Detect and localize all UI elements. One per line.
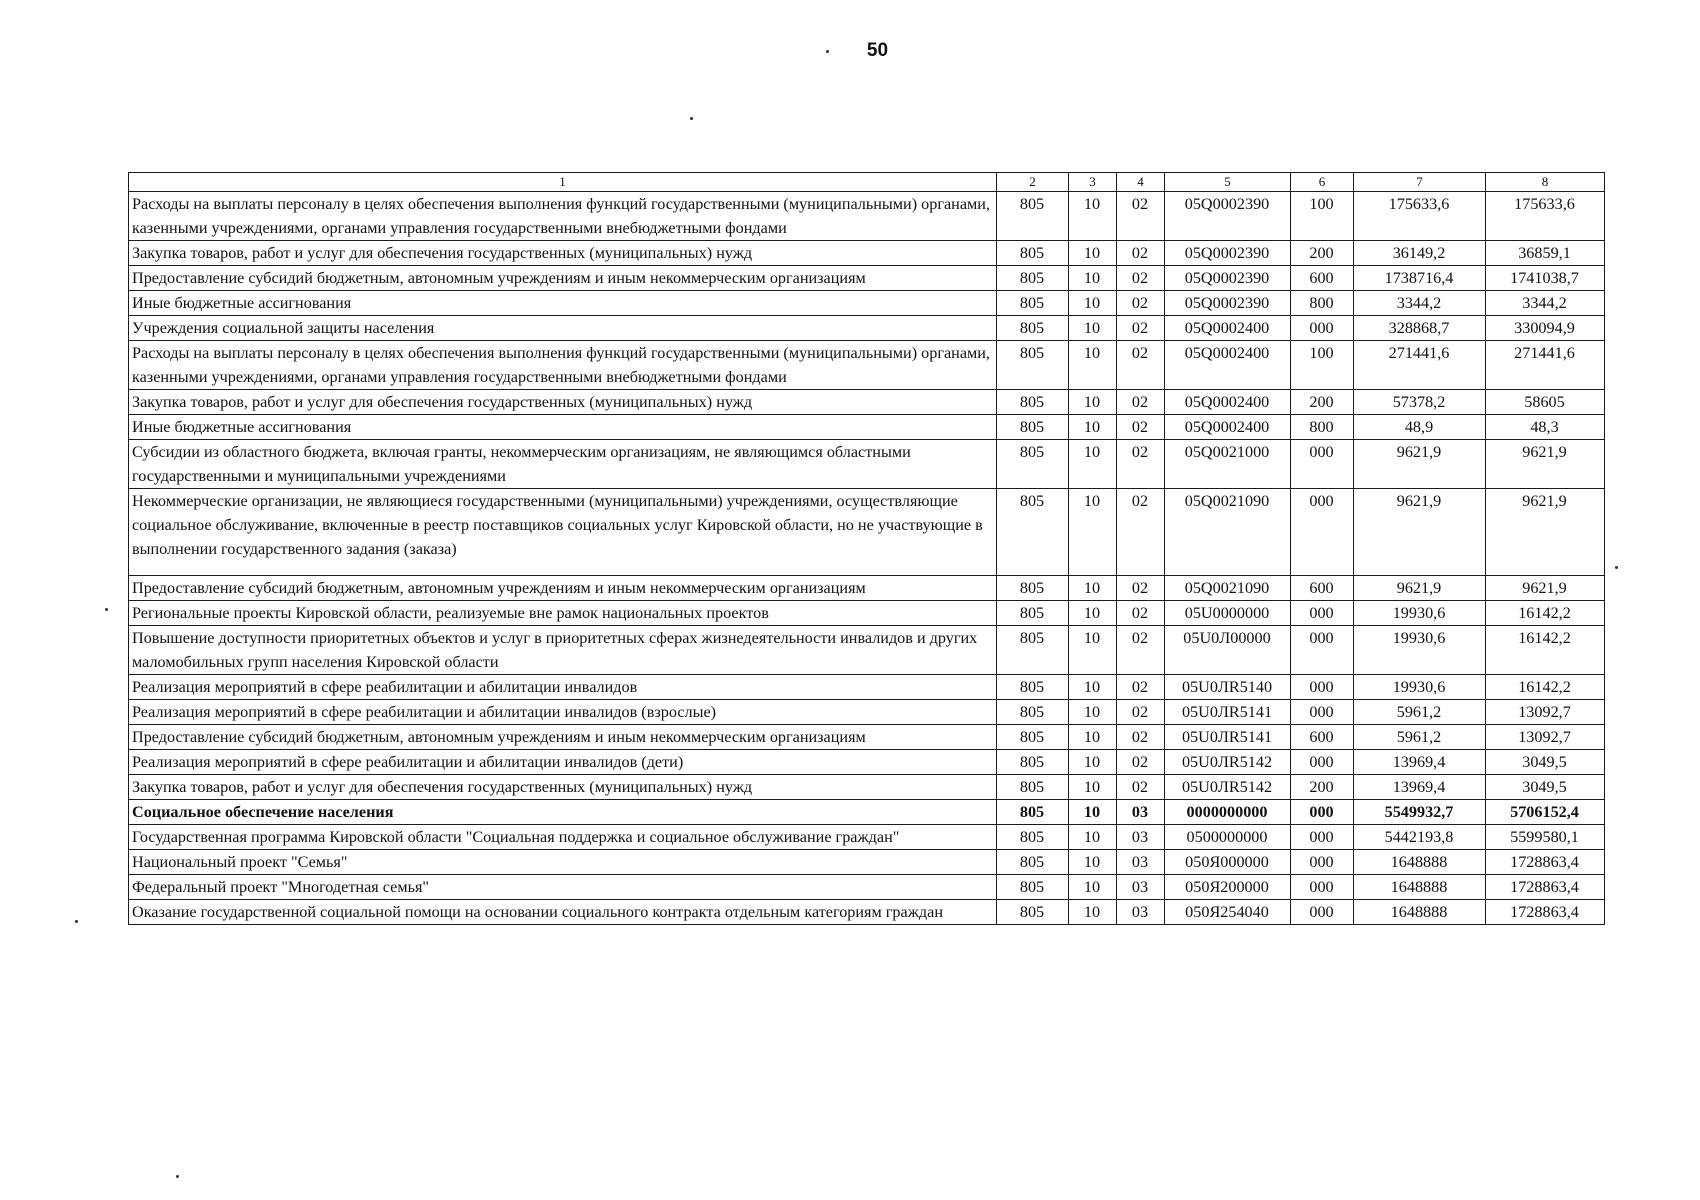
amount-year-1: 9621,9: [1354, 489, 1486, 576]
expense-type-code: 200: [1291, 390, 1354, 415]
amount-year-2: 13092,7: [1486, 700, 1605, 725]
ministry-code: 805: [997, 675, 1069, 700]
ministry-code: 805: [997, 775, 1069, 800]
target-article-code: 05U0000000: [1165, 601, 1291, 626]
target-article-code: 0500000000: [1165, 825, 1291, 850]
subsection-code: 03: [1117, 900, 1165, 925]
amount-year-2: 16142,2: [1486, 675, 1605, 700]
target-article-code: 05U0ЛR5140: [1165, 675, 1291, 700]
amount-year-2: 9621,9: [1486, 440, 1605, 489]
amount-year-2: 3049,5: [1486, 750, 1605, 775]
section-code: 10: [1069, 390, 1117, 415]
table-row: [129, 390, 1605, 415]
target-article-code: 05Q0002400: [1165, 390, 1291, 415]
amount-year-1: 5442193,8: [1354, 825, 1486, 850]
row-name: Предоставление субсидий бюджетным, автономным учреждениям и иным некоммерческим организациям: [129, 576, 997, 601]
expense-type-code: 200: [1291, 241, 1354, 266]
ministry-code: 805: [997, 316, 1069, 341]
table-row: [129, 725, 1605, 750]
amount-year-1: 13969,4: [1354, 775, 1486, 800]
expense-type-code: 000: [1291, 825, 1354, 850]
section-code: 10: [1069, 192, 1117, 241]
subsection-code: 02: [1117, 316, 1165, 341]
ministry-code: 805: [997, 489, 1069, 576]
target-article-code: 050Я200000: [1165, 875, 1291, 900]
target-article-code: 05Q0002390: [1165, 192, 1291, 241]
amount-year-1: 9621,9: [1354, 440, 1486, 489]
row-name: Закупка товаров, работ и услуг для обеспечения государственных (муниципальных) нужд: [129, 390, 997, 415]
amount-year-2: 13092,7: [1486, 725, 1605, 750]
scan-speck: [75, 920, 78, 923]
amount-year-2: 1728863,4: [1486, 900, 1605, 925]
expense-type-code: 000: [1291, 675, 1354, 700]
table-row: [129, 626, 1605, 675]
ministry-code: 805: [997, 192, 1069, 241]
section-code: 10: [1069, 675, 1117, 700]
expense-type-code: 000: [1291, 626, 1354, 675]
ministry-code: 805: [997, 725, 1069, 750]
subsection-code: 02: [1117, 750, 1165, 775]
target-article-code: 05U0Л00000: [1165, 626, 1291, 675]
section-code: 10: [1069, 700, 1117, 725]
column-number-8: 8: [1486, 173, 1605, 192]
row-name: Социальное обеспечение населения: [129, 800, 997, 825]
subsection-code: 02: [1117, 341, 1165, 390]
subsection-code: 02: [1117, 415, 1165, 440]
subsection-code: 02: [1117, 241, 1165, 266]
table-row: [129, 700, 1605, 725]
table-row: [129, 192, 1605, 241]
amount-year-1: 5961,2: [1354, 725, 1486, 750]
ministry-code: 805: [997, 341, 1069, 390]
ministry-code: 805: [997, 900, 1069, 925]
section-code: 10: [1069, 241, 1117, 266]
amount-year-2: 1741038,7: [1486, 266, 1605, 291]
ministry-code: 805: [997, 390, 1069, 415]
table-row: [129, 316, 1605, 341]
table-row: [129, 900, 1605, 925]
target-article-code: 05U0ЛR5142: [1165, 775, 1291, 800]
column-number-4: 4: [1117, 173, 1165, 192]
expense-type-code: 000: [1291, 601, 1354, 626]
scan-speck: [690, 117, 693, 120]
table-row: [129, 800, 1605, 825]
row-name: Расходы на выплаты персоналу в целях обеспечения выполнения функций государственными (муниципальными) органами, казенными учреждениями, органами управления государственными внебюджетными фондами: [129, 341, 997, 390]
amount-year-1: 5549932,7: [1354, 800, 1486, 825]
row-name: Реализация мероприятий в сфере реабилитации и абилитации инвалидов (дети): [129, 750, 997, 775]
section-code: 10: [1069, 576, 1117, 601]
column-number-3: 3: [1069, 173, 1117, 192]
expense-type-code: 000: [1291, 489, 1354, 576]
section-code: 10: [1069, 440, 1117, 489]
target-article-code: 05U0ЛR5141: [1165, 725, 1291, 750]
target-article-code: 05Q0002390: [1165, 241, 1291, 266]
section-code: 10: [1069, 291, 1117, 316]
row-name: Учреждения социальной защиты населения: [129, 316, 997, 341]
expense-type-code: 000: [1291, 875, 1354, 900]
row-name: Национальный проект "Семья": [129, 850, 997, 875]
subsection-code: 02: [1117, 266, 1165, 291]
row-name: Федеральный проект "Многодетная семья": [129, 875, 997, 900]
row-name: Закупка товаров, работ и услуг для обеспечения государственных (муниципальных) нужд: [129, 241, 997, 266]
table-row: [129, 775, 1605, 800]
table-row: [129, 291, 1605, 316]
column-number-header-row: [129, 173, 1605, 192]
target-article-code: 05Q0002400: [1165, 415, 1291, 440]
table-row: [129, 489, 1605, 576]
target-article-code: 05U0ЛR5141: [1165, 700, 1291, 725]
subsection-code: 02: [1117, 775, 1165, 800]
amount-year-2: 175633,6: [1486, 192, 1605, 241]
table-row: [129, 241, 1605, 266]
amount-year-2: 58605: [1486, 390, 1605, 415]
target-article-code: 050Я254040: [1165, 900, 1291, 925]
row-name: Оказание государственной социальной помощи на основании социального контракта отдельным категориям граждан: [129, 900, 997, 925]
table-row: [129, 341, 1605, 390]
expense-type-code: 600: [1291, 576, 1354, 601]
subsection-code: 02: [1117, 291, 1165, 316]
expense-type-code: 000: [1291, 900, 1354, 925]
expense-type-code: 000: [1291, 700, 1354, 725]
target-article-code: 05U0ЛR5142: [1165, 750, 1291, 775]
subsection-code: 02: [1117, 192, 1165, 241]
ministry-code: 805: [997, 266, 1069, 291]
table-row: [129, 750, 1605, 775]
section-code: 10: [1069, 800, 1117, 825]
subsection-code: 02: [1117, 601, 1165, 626]
expense-type-code: 000: [1291, 750, 1354, 775]
row-name: Закупка товаров, работ и услуг для обеспечения государственных (муниципальных) нужд: [129, 775, 997, 800]
section-code: 10: [1069, 725, 1117, 750]
amount-year-1: 48,9: [1354, 415, 1486, 440]
row-name: Расходы на выплаты персоналу в целях обеспечения выполнения функций государственными (муниципальными) органами, казенными учреждениями, органами управления государственными внебюджетными фондами: [129, 192, 997, 241]
amount-year-1: 175633,6: [1354, 192, 1486, 241]
ministry-code: 805: [997, 875, 1069, 900]
ministry-code: 805: [997, 415, 1069, 440]
column-number-2: 2: [997, 173, 1069, 192]
subsection-code: 02: [1117, 489, 1165, 576]
amount-year-2: 3049,5: [1486, 775, 1605, 800]
amount-year-1: 1738716,4: [1354, 266, 1486, 291]
expense-type-code: 100: [1291, 341, 1354, 390]
section-code: 10: [1069, 626, 1117, 675]
ministry-code: 805: [997, 750, 1069, 775]
expense-type-code: 000: [1291, 440, 1354, 489]
subsection-code: 03: [1117, 875, 1165, 900]
target-article-code: 05Q0021090: [1165, 489, 1291, 576]
amount-year-2: 1728863,4: [1486, 875, 1605, 900]
ministry-code: 805: [997, 800, 1069, 825]
subsection-code: 03: [1117, 850, 1165, 875]
section-code: 10: [1069, 266, 1117, 291]
subsection-code: 02: [1117, 700, 1165, 725]
subsection-code: 02: [1117, 626, 1165, 675]
section-code: 10: [1069, 850, 1117, 875]
scan-speck: [176, 1175, 179, 1178]
section-code: 10: [1069, 750, 1117, 775]
section-code: 10: [1069, 341, 1117, 390]
amount-year-1: 328868,7: [1354, 316, 1486, 341]
amount-year-1: 5961,2: [1354, 700, 1486, 725]
target-article-code: 05Q0021000: [1165, 440, 1291, 489]
column-number-6: 6: [1291, 173, 1354, 192]
amount-year-1: 9621,9: [1354, 576, 1486, 601]
amount-year-1: 19930,6: [1354, 675, 1486, 700]
row-name: Некоммерческие организации, не являющиеся государственными (муниципальными) учреждениями, осуществляющие социальное обслуживание, включенные в реестр поставщиков социальных услуг Кировской области, но не участвующие в выполнении государственного задания (заказа): [129, 489, 997, 576]
ministry-code: 805: [997, 626, 1069, 675]
amount-year-1: 271441,6: [1354, 341, 1486, 390]
ministry-code: 805: [997, 850, 1069, 875]
amount-year-2: 1728863,4: [1486, 850, 1605, 875]
table-row: [129, 875, 1605, 900]
section-code: 10: [1069, 415, 1117, 440]
expense-type-code: 600: [1291, 725, 1354, 750]
subsection-code: 02: [1117, 576, 1165, 601]
amount-year-2: 16142,2: [1486, 601, 1605, 626]
section-code: 10: [1069, 875, 1117, 900]
row-name: Повышение доступности приоритетных объектов и услуг в приоритетных сферах жизнедеятельности инвалидов и других маломобильных групп населения Кировской области: [129, 626, 997, 675]
amount-year-1: 36149,2: [1354, 241, 1486, 266]
section-code: 10: [1069, 489, 1117, 576]
expense-type-code: 600: [1291, 266, 1354, 291]
subsection-code: 03: [1117, 825, 1165, 850]
amount-year-2: 5599580,1: [1486, 825, 1605, 850]
column-number-5: 5: [1165, 173, 1291, 192]
table-body: [129, 192, 1605, 925]
ministry-code: 805: [997, 700, 1069, 725]
subsection-code: 02: [1117, 440, 1165, 489]
row-name: Предоставление субсидий бюджетным, автономным учреждениям и иным некоммерческим организациям: [129, 266, 997, 291]
section-code: 10: [1069, 775, 1117, 800]
expense-type-code: 000: [1291, 850, 1354, 875]
target-article-code: 05Q0021090: [1165, 576, 1291, 601]
table-row: [129, 825, 1605, 850]
scan-speck: [105, 608, 108, 611]
ministry-code: 805: [997, 440, 1069, 489]
subsection-code: 02: [1117, 675, 1165, 700]
amount-year-1: 13969,4: [1354, 750, 1486, 775]
target-article-code: 05Q0002390: [1165, 266, 1291, 291]
amount-year-2: 16142,2: [1486, 626, 1605, 675]
amount-year-2: 9621,9: [1486, 489, 1605, 576]
ministry-code: 805: [997, 576, 1069, 601]
expense-type-code: 100: [1291, 192, 1354, 241]
table-row: [129, 601, 1605, 626]
row-name: Субсидии из областного бюджета, включая гранты, некоммерческим организациям, не являющимся областными государственными и муниципальными учреждениями: [129, 440, 997, 489]
row-name: Иные бюджетные ассигнования: [129, 415, 997, 440]
table-row: [129, 266, 1605, 291]
subsection-code: 03: [1117, 800, 1165, 825]
row-name: Государственная программа Кировской области "Социальная поддержка и социальное обслуживание граждан": [129, 825, 997, 850]
amount-year-2: 36859,1: [1486, 241, 1605, 266]
amount-year-1: 1648888: [1354, 900, 1486, 925]
row-name: Региональные проекты Кировской области, реализуемые вне рамок национальных проектов: [129, 601, 997, 626]
row-name: Иные бюджетные ассигнования: [129, 291, 997, 316]
amount-year-2: 330094,9: [1486, 316, 1605, 341]
column-number-7: 7: [1354, 173, 1486, 192]
scan-speck: [1615, 566, 1618, 569]
amount-year-1: 57378,2: [1354, 390, 1486, 415]
expense-type-code: 000: [1291, 316, 1354, 341]
table-row: [129, 576, 1605, 601]
amount-year-2: 271441,6: [1486, 341, 1605, 390]
amount-year-1: 19930,6: [1354, 601, 1486, 626]
ministry-code: 805: [997, 825, 1069, 850]
ministry-code: 805: [997, 601, 1069, 626]
section-code: 10: [1069, 825, 1117, 850]
ministry-code: 805: [997, 241, 1069, 266]
table-row: [129, 850, 1605, 875]
target-article-code: 0000000000: [1165, 800, 1291, 825]
expense-type-code: 800: [1291, 415, 1354, 440]
section-code: 10: [1069, 316, 1117, 341]
column-number-1: 1: [129, 173, 997, 192]
amount-year-2: 5706152,4: [1486, 800, 1605, 825]
page-number: 50: [866, 40, 889, 61]
row-name: Предоставление субсидий бюджетным, автономным учреждениям и иным некоммерческим организациям: [129, 725, 997, 750]
target-article-code: 05Q0002400: [1165, 341, 1291, 390]
subsection-code: 02: [1117, 725, 1165, 750]
amount-year-2: 9621,9: [1486, 576, 1605, 601]
target-article-code: 05Q0002390: [1165, 291, 1291, 316]
section-code: 10: [1069, 900, 1117, 925]
row-name: Реализация мероприятий в сфере реабилитации и абилитации инвалидов: [129, 675, 997, 700]
amount-year-2: 48,3: [1486, 415, 1605, 440]
target-article-code: 050Я000000: [1165, 850, 1291, 875]
table-row: [129, 675, 1605, 700]
amount-year-1: 1648888: [1354, 850, 1486, 875]
expense-type-code: 000: [1291, 800, 1354, 825]
target-article-code: 05Q0002400: [1165, 316, 1291, 341]
expense-type-code: 800: [1291, 291, 1354, 316]
ministry-code: 805: [997, 291, 1069, 316]
expense-type-code: 200: [1291, 775, 1354, 800]
amount-year-2: 3344,2: [1486, 291, 1605, 316]
table-row: [129, 440, 1605, 489]
amount-year-1: 1648888: [1354, 875, 1486, 900]
subsection-code: 02: [1117, 390, 1165, 415]
budget-table: [128, 172, 1605, 925]
section-code: 10: [1069, 601, 1117, 626]
table-row: [129, 415, 1605, 440]
amount-year-1: 19930,6: [1354, 626, 1486, 675]
row-name: Реализация мероприятий в сфере реабилитации и абилитации инвалидов (взрослые): [129, 700, 997, 725]
scan-speck: [826, 50, 829, 53]
amount-year-1: 3344,2: [1354, 291, 1486, 316]
